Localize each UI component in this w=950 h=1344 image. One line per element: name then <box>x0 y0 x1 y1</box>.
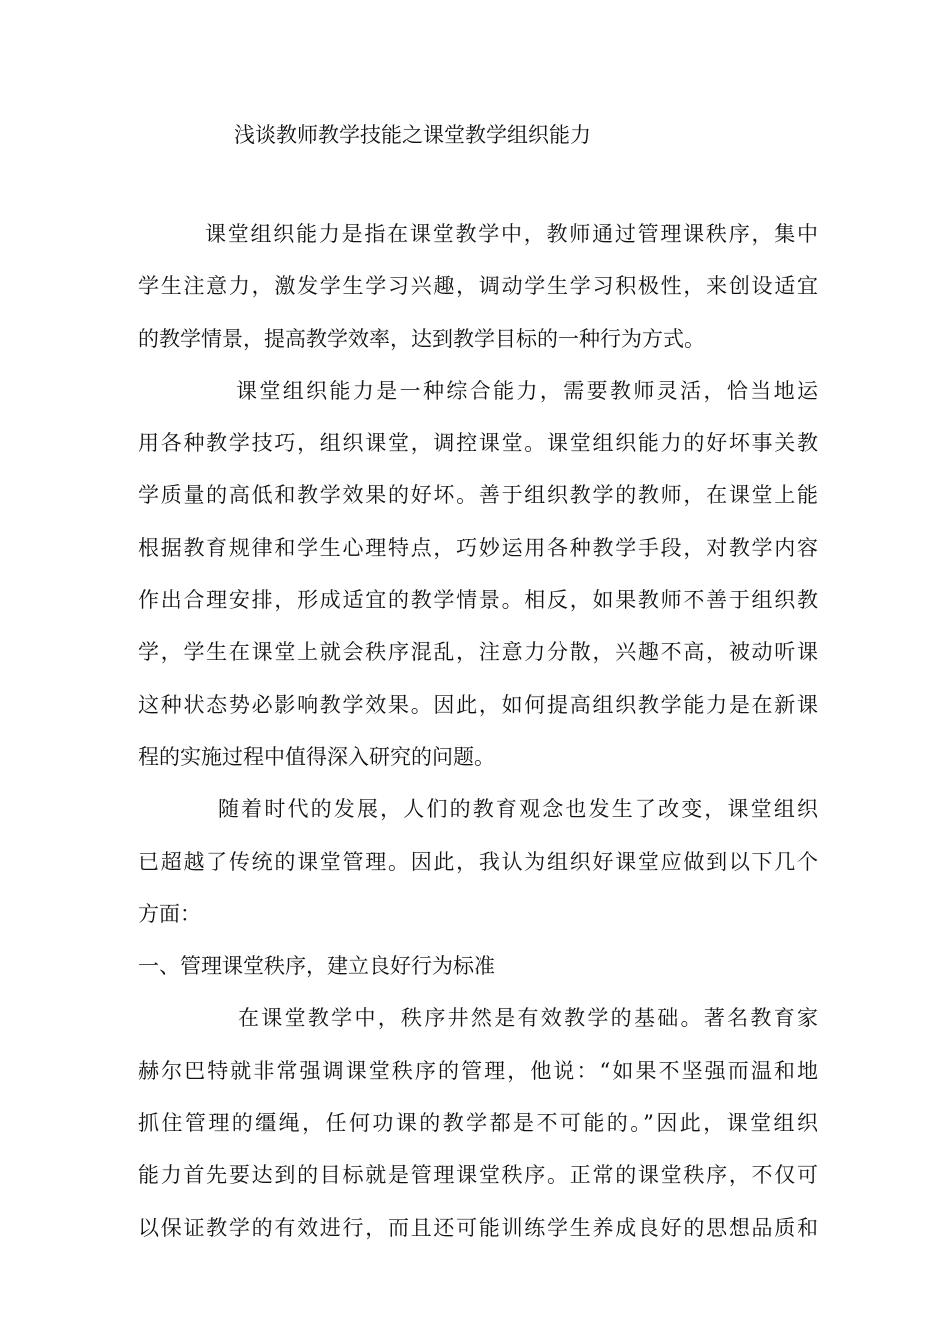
paragraph-line: 能力首先要达到的目标就是管理课堂秩序。正常的课堂秩序，不仅可 <box>138 1163 818 1188</box>
paragraph-line: 赫尔巴特就非常强调课堂秩序的管理，他说：“如果不坚强而温和地 <box>138 1058 818 1083</box>
paragraph-line: 程的实施过程中值得深入研究的问题。 <box>138 744 495 769</box>
paragraph-line: 随着时代的发展，人们的教育观念也发生了改变，课堂组织 <box>218 797 818 822</box>
paragraph-line: 抓住管理的缰绳，任何功课的教学都是不可能的。”因此，课堂组织 <box>138 1111 818 1136</box>
paragraph-line: 学生注意力，激发学生学习兴趣，调动学生学习积极性，来创设适宜 <box>138 274 818 299</box>
paragraph-line: 的教学情景，提高教学效率，达到教学目标的一种行为方式。 <box>138 326 705 351</box>
paragraph-line: 课堂组织能力是一种综合能力，需要教师灵活，恰当地运 <box>236 378 818 403</box>
paragraph-line: 学质量的高低和教学效果的好坏。善于组织教学的教师，在课堂上能 <box>138 483 818 508</box>
paragraph-line: 课堂组织能力是指在课堂教学中，教师通过管理课秩序，集中 <box>205 222 818 246</box>
paragraph-line: 这种状态势必影响教学效果。因此，如何提高组织教学能力是在新课 <box>138 692 818 717</box>
document-title: 浅谈教师教学技能之课堂教学组织能力 <box>234 123 591 147</box>
section-heading: 一、管理课堂秩序，建立良好行为标准 <box>138 954 495 979</box>
document-body <box>138 208 818 1254</box>
paragraph-line: 在课堂教学中，秩序井然是有效教学的基础。著名教育家 <box>238 1006 818 1031</box>
paragraph-line: 作出合理安排，形成适宜的教学情景。相反，如果教师不善于组织教 <box>138 588 818 613</box>
paragraph-line: 用各种教学技巧，组织课堂，调控课堂。课堂组织能力的好坏事关教 <box>138 431 818 456</box>
paragraph-line: 学，学生在课堂上就会秩序混乱，注意力分散，兴趣不高，被动听课 <box>138 640 818 665</box>
paragraph-line: 方面： <box>138 901 201 926</box>
paragraph-line: 已超越了传统的课堂管理。因此，我认为组织好课堂应做到以下几个 <box>138 849 818 874</box>
paragraph-line: 根据教育规律和学生心理特点，巧妙运用各种教学手段，对教学内容 <box>138 535 818 560</box>
paragraph-line: 以保证教学的有效进行，而且还可能训练学生养成良好的思想品质和 <box>138 1215 818 1240</box>
